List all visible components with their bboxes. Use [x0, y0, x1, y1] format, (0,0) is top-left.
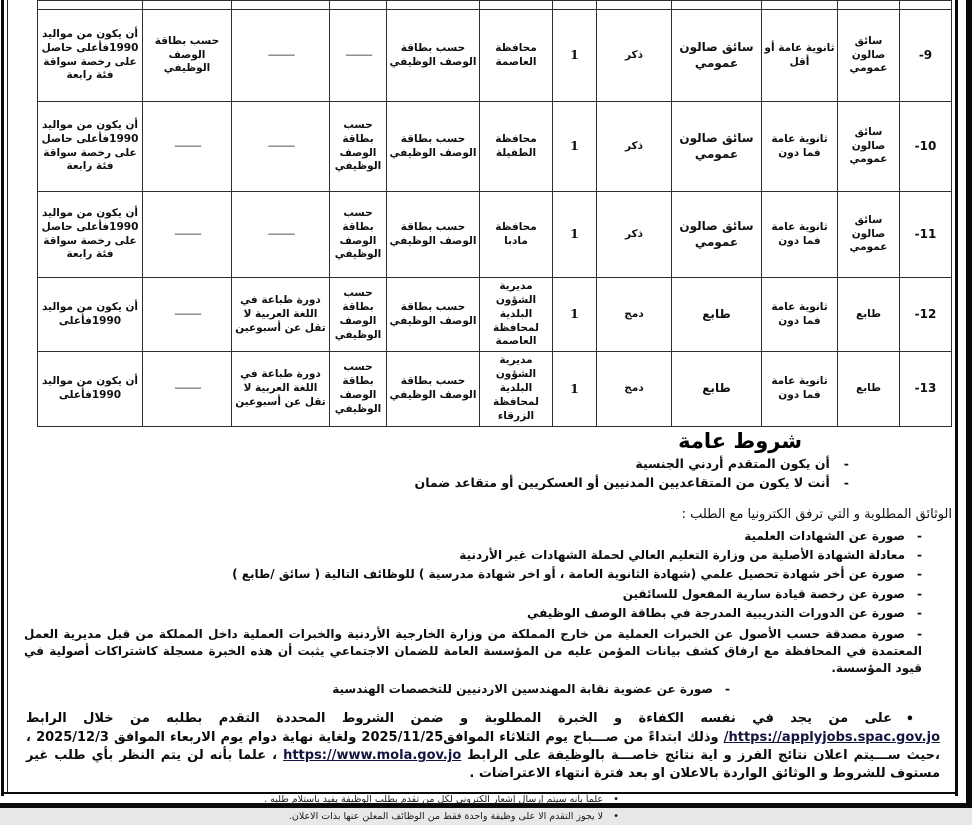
note-item: [20, 808, 619, 825]
note-item: [20, 791, 619, 808]
dot-bullet-icon: •: [613, 793, 619, 805]
table-cell-empty: [838, 1, 900, 10]
table-cell-empty: [672, 1, 762, 10]
docs-list: [20, 529, 952, 697]
table-row-13: [38, 352, 952, 426]
dash-bullet-icon: -: [917, 626, 922, 641]
table-cell-empty: [330, 1, 387, 10]
table-cell-empty: [597, 1, 672, 10]
docs-intro: الوثائق المطلوبة و التي ترفق الكترونيا مع الطلب :: [681, 506, 952, 522]
general-condition-text: أنت لا يكون من المتقاعديين المدنيين أو العسكريين أو متقاعد ضمان: [414, 474, 830, 490]
general-condition-item: [20, 475, 849, 492]
doc-item-text: صورة عن الدورات التدريبية المدرجة في بطاقة الوصف الوظيفي: [527, 606, 906, 621]
frame-right-inner: [955, 0, 958, 796]
doc-item: [20, 548, 922, 563]
dash-bullet-icon: -: [843, 474, 849, 490]
cell-job-title: طابع: [838, 278, 900, 352]
cell-dash: ———: [232, 192, 330, 278]
dash-bullet-icon: -: [843, 456, 849, 471]
cell-desc-card: حسب بطاقة الوصف الوظيفي: [387, 192, 480, 278]
cell-conditions: أن يكون من مواليد 1990فأعلى: [38, 352, 143, 426]
doc-item: [20, 567, 922, 582]
cell-count: 1: [553, 278, 597, 352]
cell-category: سائق صالون عمومي: [672, 10, 762, 102]
cell-row-number: -11: [900, 192, 952, 278]
cell-dash: ———: [232, 10, 330, 102]
cell-dash: ———: [330, 10, 387, 102]
cell-dash: ———: [143, 102, 232, 192]
doc-item-text: صورة عن رخصة قيادة سارية المفعول للسائقين: [622, 586, 906, 601]
frame-left-inner: [7, 0, 8, 793]
announcement-text-section: [20, 424, 952, 825]
cell-qualification: ثانوية عامة فما دون: [762, 192, 838, 278]
cell-qualification: ثانوية عامة أو أقل: [762, 10, 838, 102]
doc-item-text: صورة عن الشهادات العلمية: [744, 528, 906, 543]
table-cell-empty: [762, 1, 838, 10]
table-cell-empty: [232, 1, 330, 10]
cell-desc-card: حسب بطاقة الوصف الوظيفي: [143, 10, 232, 102]
doc-item: [20, 529, 922, 544]
cell-training-course: دورة طباعة في اللغة العربية لا تقل عن أسبوعين: [232, 352, 330, 426]
cell-category: سائق صالون عمومي: [672, 102, 762, 192]
doc-item: [20, 587, 922, 602]
cell-desc-card: حسب بطاقة الوصف الوظيفي: [387, 10, 480, 102]
dot-bullet-icon: •: [613, 811, 619, 823]
cell-desc-card: حسب بطاقة الوصف الوظيفي: [387, 278, 480, 352]
dash-bullet-icon: -: [725, 681, 730, 696]
cell-job-title: سائق صالون عمومي: [838, 102, 900, 192]
cell-desc-card: حسب بطاقة الوصف الوظيفي: [330, 102, 387, 192]
apply-text: على من يجد في نفسه الكفاءة و الخبرة المطلوبة و ضمن الشروط المحددة التقدم بطلبه من خلال الرابط: [26, 711, 892, 727]
frame-left-outer: [1, 0, 4, 796]
table-cell-empty: [900, 1, 952, 10]
cell-governorate: محافظة مادبا: [480, 192, 553, 278]
table-cell-empty: [553, 1, 597, 10]
doc-item: [20, 606, 922, 621]
apply-text: ، علما بأنه لن يتم النظر بأي طلب غير مستوف للشروط و الوثائق الواردة بالاعلان او بعد فترة انتهاء الاعتراضات .: [26, 747, 940, 782]
cell-category: طابع: [672, 278, 762, 352]
doc-item: [24, 626, 922, 678]
cell-dash: ———: [232, 102, 330, 192]
table-row-9: [38, 10, 952, 102]
cell-count: 1: [553, 352, 597, 426]
dash-bullet-icon: -: [917, 586, 922, 601]
cell-job-title: سائق صالون عمومي: [838, 192, 900, 278]
table-row-12: [38, 278, 952, 352]
cell-conditions: أن يكون من مواليد 1990فأعلى حاصل على رخصة سواقة فئة رابعة: [38, 192, 143, 278]
cell-governorate: محافظة الطفيلة: [480, 102, 553, 192]
apply-link-mola[interactable]: https://www.mola.gov.jo: [283, 747, 462, 763]
table-row-cropped: [38, 1, 952, 10]
cell-count: 1: [553, 102, 597, 192]
note-text: علماً بأنه سيتم إرسال إشعار الكتروني لكل من تقدم بطلب الوظيفة يفيد باستلام طلبه .: [264, 793, 604, 805]
notes-list: [20, 791, 619, 825]
cell-gender: ذكر: [597, 10, 672, 102]
cell-conditions: أن يكون من مواليد 1990فأعلى: [38, 278, 143, 352]
doc-item-text: صورة عن أخر شهادة تحصيل علمي (شهادة الثانوية العامة ، أو اخر شهادة مدرسية ) للوظائف التالية ( سائق /طابع ): [232, 567, 906, 582]
cell-qualification: ثانوية عامة فما دون: [762, 352, 838, 426]
doc-item-text: معادلة الشهادة الأصلية من وزارة التعليم العالي لحملة الشهادات غير الأردنية: [459, 548, 906, 563]
cell-dash: ———: [143, 192, 232, 278]
cell-row-number: -10: [900, 102, 952, 192]
cell-gender: ذكر: [597, 102, 672, 192]
cell-job-title: طابع: [838, 352, 900, 426]
cell-conditions: أن يكون من مواليد 1990فأعلى حاصل على رخصة سواقة فئة رابعة: [38, 10, 143, 102]
cell-desc-card: حسب بطاقة الوصف الوظيفي: [330, 278, 387, 352]
cell-row-number: -9: [900, 10, 952, 102]
cell-qualification: ثانوية عامة فما دون: [762, 102, 838, 192]
dot-bullet-icon: •: [905, 712, 914, 728]
cell-training-course: دورة طباعة في اللغة العربية لا تقل عن أسبوعين: [232, 278, 330, 352]
doc-item: [20, 682, 730, 697]
table-cell-empty: [38, 1, 143, 10]
table-cell-empty: [143, 1, 232, 10]
cell-dash: ———: [143, 352, 232, 426]
apply-link-spac[interactable]: https://applyjobs.spac.gov.jo/: [723, 729, 941, 745]
cell-desc-card: حسب بطاقة الوصف الوظيفي: [387, 102, 480, 192]
cell-category: سائق صالون عمومي: [672, 192, 762, 278]
frame-right-outer: [966, 0, 972, 808]
dash-bullet-icon: -: [917, 567, 922, 582]
table-cell-empty: [480, 1, 553, 10]
cell-gender: دمج: [597, 278, 672, 352]
table-row-11: [38, 192, 952, 278]
general-condition-text: أن يكون المتقدم أردني الجنسية: [635, 456, 830, 471]
dash-bullet-icon: -: [917, 528, 922, 543]
dash-bullet-icon: -: [917, 548, 922, 563]
cell-row-number: -12: [900, 278, 952, 352]
cell-dash: ———: [143, 278, 232, 352]
cell-gender: ذكر: [597, 192, 672, 278]
cell-desc-card: حسب بطاقة الوصف الوظيفي: [330, 192, 387, 278]
cell-job-title: سائق صالون عمومي: [838, 10, 900, 102]
cell-category: طابع: [672, 352, 762, 426]
cell-count: 1: [553, 192, 597, 278]
cell-governorate: مديرية الشؤون البلدية لمحافظة العاصمة: [480, 278, 553, 352]
cell-gender: دمج: [597, 352, 672, 426]
table-row-10: [38, 102, 952, 192]
cell-desc-card: حسب بطاقة الوصف الوظيفي: [330, 352, 387, 426]
doc-item-text: صورة عن عضوية نقابة المهندسين الاردنيين للتخصصات الهندسية: [332, 681, 714, 696]
cell-row-number: -13: [900, 352, 952, 426]
cell-conditions: أن يكون من مواليد 1990فأعلى حاصل على رخصة سواقة فئة رابعة: [38, 102, 143, 192]
section-title: شروط عامة: [678, 429, 802, 453]
doc-item-text: صورة مصدقة حسب الأصول عن الخبرات العملية من خارج المملكة من وزارة الخارجية الأردنية والخبرات العملية داخل المملكة من قبل مديرية العمل المعتمدة في المحافظة مع ارفاق كشف بيانات المؤمن عليه من المؤسسة العامة للضمان الاجتماعي يثبت أن هذه الخبرة مسجلة كاشتراكات أصولية في قيود المؤسسة.: [24, 626, 922, 676]
jobs-table: [36, 0, 952, 427]
general-condition-item: [20, 456, 849, 473]
apply-text: وذلك ابتداءً من صـــباح يوم الثلاثاء الموافق2025/11/25 ولغاية نهاية دوام يوم الاربعاء الموافق 2025/12/3 ، ،حيث ســـيتم اعلان نتائج الفرز و اية نتائج خاصـــة بالوظيفة على الرابط: [26, 729, 940, 763]
table-cell-empty: [387, 1, 480, 10]
cell-qualification: ثانوية عامة فما دون: [762, 278, 838, 352]
apply-paragraph: [26, 710, 940, 784]
dash-bullet-icon: -: [917, 606, 922, 621]
cell-governorate: مديرية الشؤون البلدية لمحافظة الزرقاء: [480, 352, 553, 426]
cell-governorate: محافظة العاصمة: [480, 10, 553, 102]
note-text: لا يجوز التقدم الا على وظيفة واحدة فقط من الوظائف المعلن عنها بذات الاعلان.: [288, 811, 604, 823]
cell-count: 1: [553, 10, 597, 102]
cell-desc-card: حسب بطاقة الوصف الوظيفي: [387, 352, 480, 426]
